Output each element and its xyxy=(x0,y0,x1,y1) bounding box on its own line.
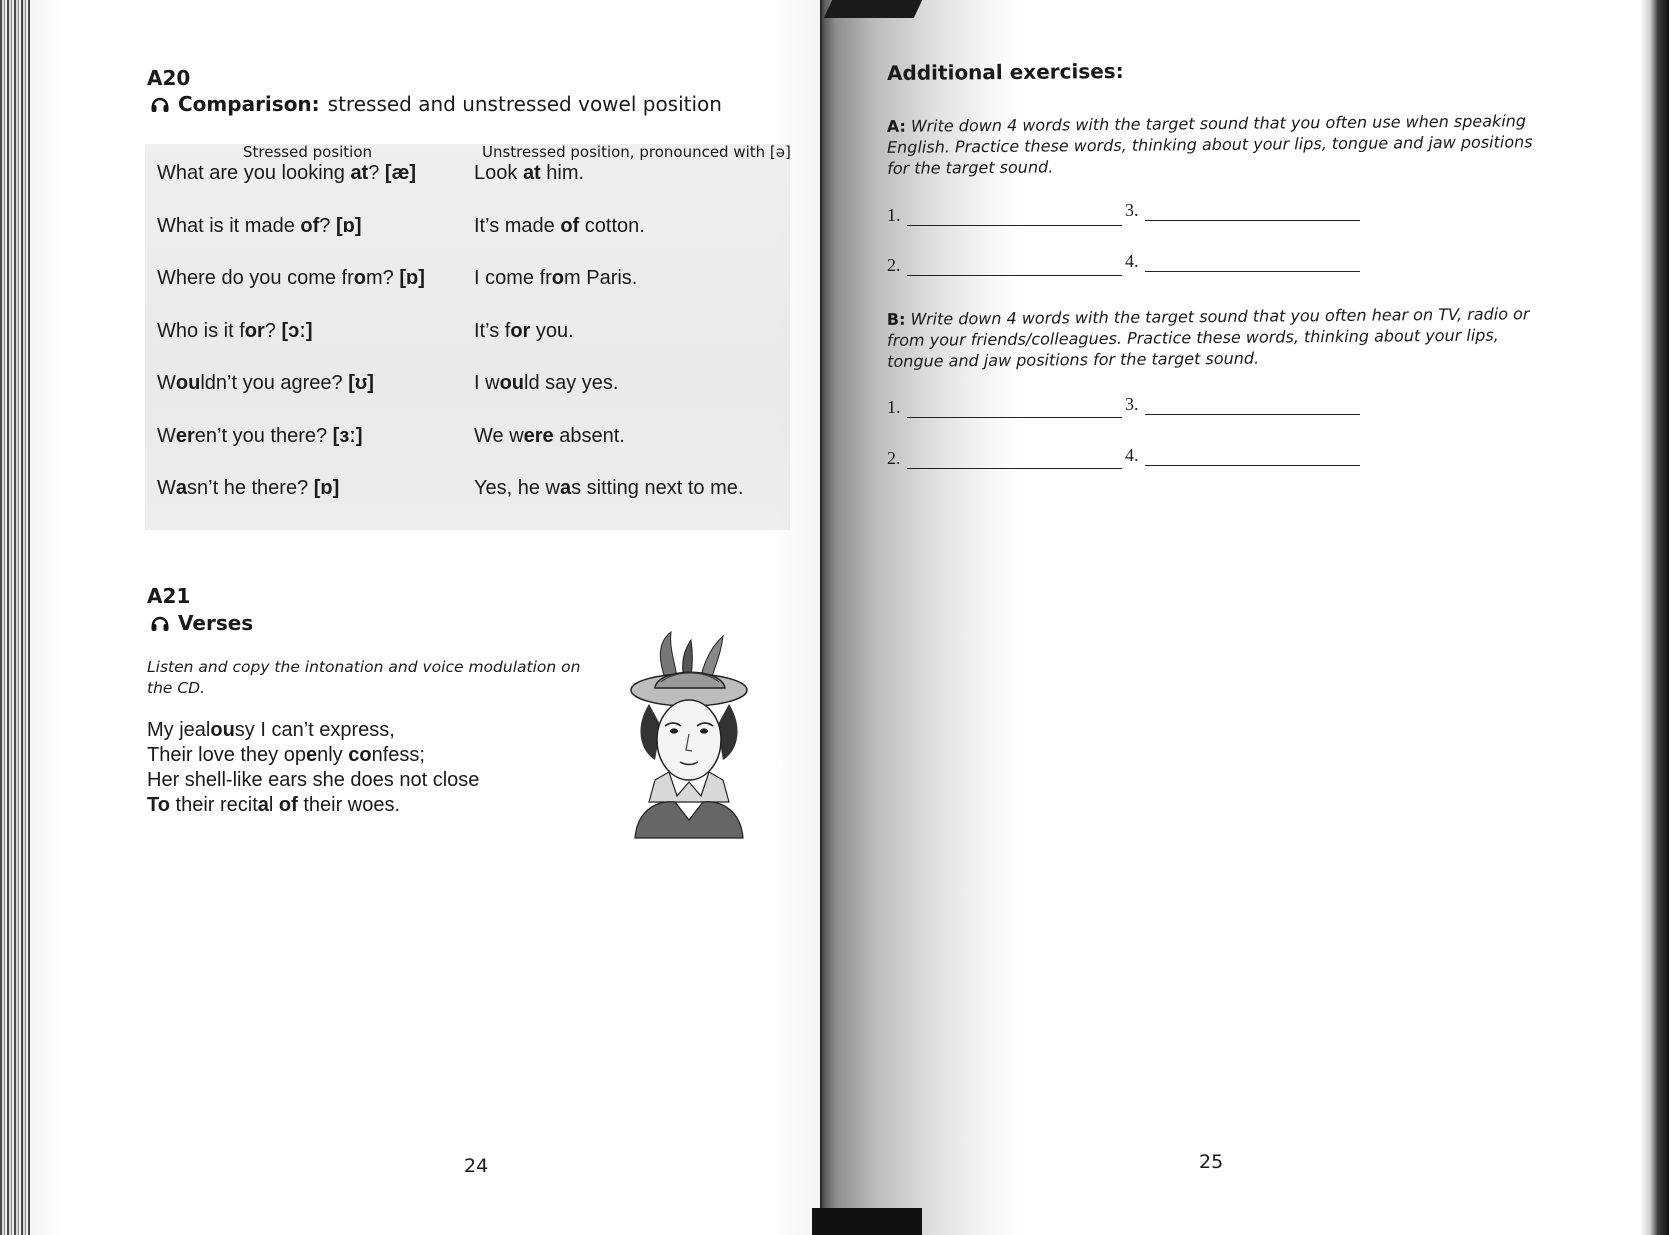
verse-line: To their recital of their woes. xyxy=(147,794,401,816)
section-title-bold: Comparison: xyxy=(178,92,320,116)
section-title-rest: stressed and unstressed vowel position xyxy=(327,92,722,116)
stressed-sentence: Where do you come from? [ɒ] xyxy=(157,267,425,289)
ipa-symbol: [ɜː] xyxy=(332,424,363,447)
verse-instruction: Listen and copy the intonation and voice modulation on the CD. xyxy=(147,658,581,697)
exercise-b-blank-4[interactable] xyxy=(1125,445,1360,466)
exercise-b-label: B: xyxy=(886,309,906,329)
blank-label: 3. xyxy=(1125,200,1139,220)
headphones-icon xyxy=(150,614,170,632)
stressed-sentence: What is it made of? [ɒ] xyxy=(157,214,362,237)
exercise-a-text: Write down 4 words with the target sound that you often use when speaking English. Practice these words, thinking about your lips, tongue and jaw positions for the target sound. xyxy=(886,111,1533,178)
victorian-lady-portrait xyxy=(625,630,755,840)
stressed-sentence: Who is it for? [ɔː] xyxy=(157,319,313,342)
verse-line: Their love they openly confess; xyxy=(147,744,425,766)
answer-line[interactable] xyxy=(1145,464,1360,466)
stressed-sentence: Wouldn’t you agree? [ʊ] xyxy=(157,372,374,394)
stressed-sentence: Wasn’t he there? [ɒ] xyxy=(157,477,340,499)
section-title-a20 xyxy=(150,92,722,116)
answer-line[interactable] xyxy=(1145,270,1360,272)
unstressed-sentence: We were absent. xyxy=(474,424,625,447)
answer-line[interactable] xyxy=(907,274,1122,276)
unstressed-sentence: It’s made of cotton. xyxy=(474,214,645,237)
blank-label: 1. xyxy=(887,205,901,225)
stressed-sentence: What are you looking at? [æ] xyxy=(157,162,417,184)
blank-label: 3. xyxy=(1125,394,1139,414)
ipa-symbol: [ʊ] xyxy=(348,372,374,394)
blank-label: 2. xyxy=(887,448,901,468)
answer-line[interactable] xyxy=(907,467,1122,469)
section-id-a21: A21 xyxy=(147,584,191,608)
ipa-symbol: [ɒ] xyxy=(313,477,340,499)
exercise-b-blank-1[interactable] xyxy=(887,397,1122,418)
page-number-right: 25 xyxy=(1199,1151,1224,1173)
additional-exercises-title: Additional exercises: xyxy=(886,58,1124,86)
verse-line: My jealousy I can’t express, xyxy=(147,719,395,741)
ipa-symbol: [ɒ] xyxy=(335,214,362,237)
answer-line[interactable] xyxy=(907,416,1122,418)
exercise-b-blank-2[interactable] xyxy=(887,448,1122,469)
stressed-sentence: Weren’t you there? [ɜː] xyxy=(157,424,363,447)
page-number-left: 24 xyxy=(464,1155,489,1177)
exercise-b-text: Write down 4 words with the target sound that you often hear on TV, radio or from your friends/colleagues. Practice these words, thinking about your lips, tongue and jaw positions for the target sound. xyxy=(886,304,1530,371)
section-id-a20: A20 xyxy=(147,66,191,90)
column-header-stressed: Stressed position xyxy=(243,143,373,161)
verse-line: Her shell-like ears she does not close xyxy=(147,769,480,791)
exercise-b-blank-3[interactable] xyxy=(1125,394,1360,415)
blank-label: 4. xyxy=(1125,445,1139,465)
answer-line[interactable] xyxy=(1145,219,1360,221)
headphones-icon xyxy=(150,95,170,113)
ipa-symbol: [ɒ] xyxy=(399,267,425,289)
exercise-a-instruction xyxy=(887,110,1548,179)
column-header-unstressed: Unstressed position, pronounced with [ə] xyxy=(482,143,791,161)
blank-label: 4. xyxy=(1125,251,1139,271)
unstressed-sentence: It’s for you. xyxy=(474,319,574,342)
answer-line[interactable] xyxy=(1145,413,1360,415)
blank-label: 2. xyxy=(887,255,901,275)
ipa-symbol: [ɔː] xyxy=(281,319,313,342)
exercise-a-blank-2[interactable] xyxy=(887,255,1122,276)
exercise-a-blank-4[interactable] xyxy=(1125,251,1360,272)
ipa-symbol: [æ] xyxy=(384,162,417,184)
section-title-a21 xyxy=(150,611,253,635)
verse-block xyxy=(147,718,479,818)
unstressed-sentence: I would say yes. xyxy=(474,372,619,394)
book-spine xyxy=(820,0,1020,1235)
exercise-b-instruction xyxy=(887,303,1548,372)
answer-line[interactable] xyxy=(907,224,1122,226)
book-page-edges-right xyxy=(1640,0,1669,1235)
spine-shadow-top xyxy=(824,0,922,18)
book-page-edges-left xyxy=(0,0,30,1235)
unstressed-sentence: Look at him. xyxy=(474,162,585,184)
section-title-verses: Verses xyxy=(178,611,254,635)
exercise-a-blank-1[interactable] xyxy=(887,205,1122,226)
unstressed-sentence: I come from Paris. xyxy=(474,267,638,289)
spine-shadow-bottom xyxy=(812,1208,922,1235)
right-page xyxy=(1020,0,1640,1235)
exercise-a-blank-3[interactable] xyxy=(1125,200,1360,221)
blank-label: 1. xyxy=(887,397,901,417)
unstressed-sentence: Yes, he was sitting next to me. xyxy=(474,477,744,499)
exercise-a-label: A: xyxy=(886,116,906,136)
